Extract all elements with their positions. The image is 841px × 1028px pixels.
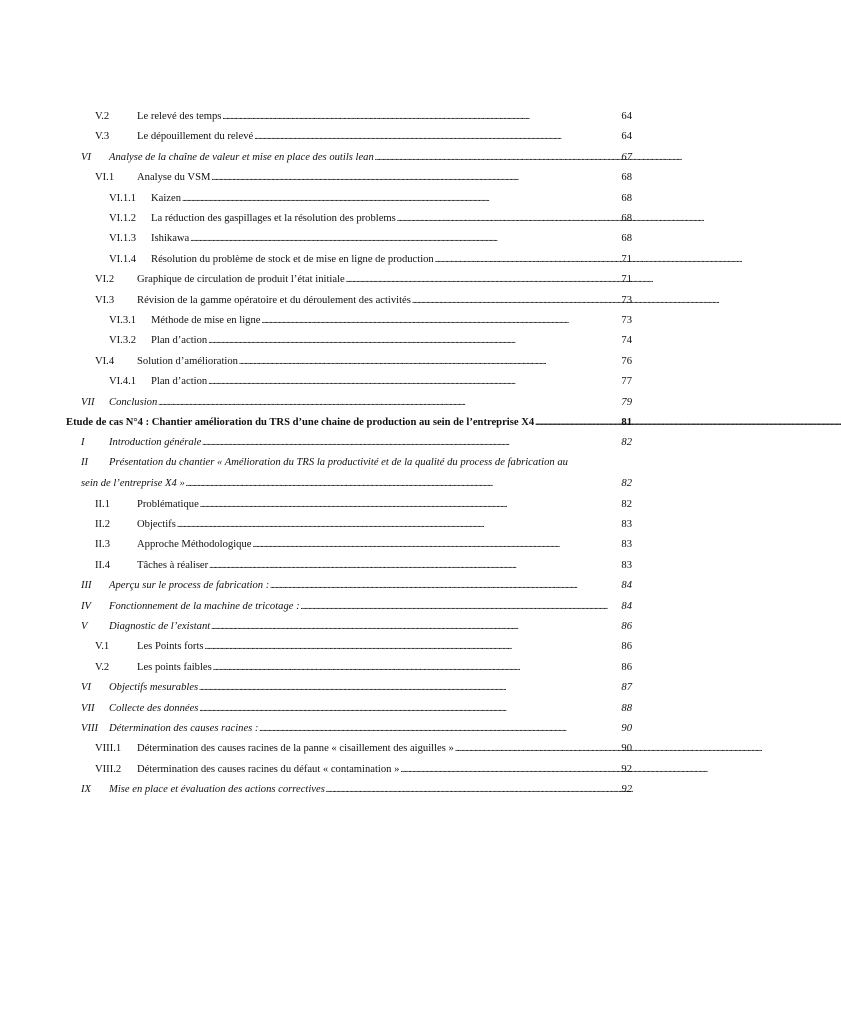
dot-leader: [397, 211, 621, 226]
toc-entry-page: 83: [621, 539, 632, 551]
dot-leader: [208, 333, 620, 348]
toc-entry-number: VIII: [81, 723, 99, 734]
toc-entry-number: II.2: [95, 519, 111, 530]
dot-leader: [211, 170, 620, 185]
toc-entry-page: 82: [621, 478, 632, 490]
dot-leader: [400, 762, 620, 777]
toc-entry-page: 82: [621, 498, 632, 510]
toc-entry-page: 81: [621, 417, 632, 428]
toc-entry[interactable]: [81, 721, 632, 736]
dot-leader: [205, 639, 621, 654]
dot-leader: [177, 517, 621, 532]
toc-entry-number: VI.4.1: [109, 376, 137, 388]
toc-entry[interactable]: [81, 701, 632, 716]
dot-leader: [435, 252, 621, 267]
toc-entry-number: III: [81, 580, 92, 592]
dot-leader: [222, 109, 620, 124]
toc-entry-number: VIII.1: [95, 743, 122, 755]
toc-entry[interactable]: [81, 578, 632, 593]
toc-entry-title: Collecte des données: [109, 702, 199, 714]
toc-entry-title: Etude de cas N°4 : Chantier amélioration du TRS d’une chaine de production au sein de l’entreprise X4: [66, 417, 535, 428]
dot-leader: [199, 680, 620, 695]
toc-entry-number: VI.1.2: [109, 213, 137, 224]
dot-leader: [182, 191, 620, 206]
toc-entry[interactable]: [95, 762, 632, 777]
toc-entry-number: V.3: [95, 131, 110, 143]
toc-entry[interactable]: [81, 150, 632, 165]
toc-entry-page: 86: [621, 641, 632, 653]
toc-entry-title: Analyse de la chaîne de valeur et mise en place des outils lean: [109, 151, 374, 163]
toc-entry-page: 86: [621, 621, 632, 632]
toc-entry-number: IV: [81, 600, 91, 612]
dot-leader: [412, 293, 621, 308]
dot-leader: [455, 741, 621, 756]
toc-entry-title: Le relevé des temps: [137, 111, 222, 122]
toc-entry[interactable]: [95, 660, 632, 675]
toc-entry[interactable]: [66, 415, 632, 430]
toc-entry-title: Plan d’action: [151, 335, 208, 347]
toc-entry[interactable]: [109, 211, 632, 226]
toc-entry[interactable]: [95, 272, 632, 287]
toc-entry-title: Mise en place et évaluation des actions correctives: [109, 784, 325, 796]
toc-entry-title: Présentation du chantier « Amélioration du TRS la productivité et de la qualité du process de fabrication au: [109, 456, 568, 468]
toc-entry-title: Résolution du problème de stock et de mise en ligne de production: [151, 253, 434, 265]
toc-entry-page: 76: [621, 355, 632, 367]
dot-leader: [186, 476, 621, 491]
toc-entry[interactable]: [95, 293, 632, 308]
dot-leader: [209, 558, 620, 573]
toc-entry-number: VI: [81, 151, 91, 163]
toc-entry[interactable]: [109, 252, 632, 267]
toc-entry-number: VII: [81, 702, 95, 714]
toc-entry-page: 68: [621, 172, 632, 184]
dot-leader: [252, 537, 620, 552]
toc-entry-page: 73: [621, 315, 632, 326]
toc-entry-title: Diagnostic de l’existant: [109, 621, 211, 632]
toc-entry-title: Méthode de mise en ligne: [151, 315, 261, 326]
toc-entry-page: 92: [621, 784, 632, 796]
toc-entry-number: V.2: [95, 661, 110, 673]
toc-entry-title: Objectifs mesurables: [109, 682, 199, 694]
toc-entry-number: VI.3: [95, 294, 115, 306]
toc-entry-title: Révision de la gamme opératoire et du déroulement des activités: [137, 294, 411, 306]
toc-entry[interactable]: [109, 333, 632, 348]
toc-entry-title: Les points faibles: [137, 661, 212, 673]
toc-entry-title: Approche Méthodologique: [137, 539, 252, 551]
toc-entry-number: II.3: [95, 539, 111, 551]
toc-entry-title: Aperçu sur le process de fabrication :: [109, 580, 270, 592]
toc-entry-title: Graphique de circulation de produit l’état initiale: [137, 274, 345, 286]
toc-entry-page: 68: [621, 192, 632, 204]
toc-entry-page: 92: [621, 763, 632, 775]
toc-entry-title: Analyse du VSM: [137, 172, 211, 184]
toc-entry-page: 86: [621, 661, 632, 673]
toc-entry-number: VI.3.1: [109, 315, 137, 326]
toc-entry-page: 67: [621, 151, 632, 163]
toc-entry-title-continued: sein de l’entreprise X4 »: [81, 478, 185, 490]
dot-leader: [200, 497, 621, 512]
toc-entry[interactable]: [95, 497, 632, 512]
toc-entry[interactable]: [81, 782, 632, 797]
toc-entry-number: IX: [81, 784, 91, 796]
toc-entry-page: 84: [621, 580, 632, 592]
toc-entry-title: Ishikawa: [151, 233, 190, 245]
toc-entry-title: Fonctionnement de la machine de tricotage :: [109, 600, 300, 612]
toc-entry[interactable]: [95, 639, 632, 654]
dot-leader: [239, 354, 620, 369]
toc-entry-page: 84: [621, 600, 632, 612]
dot-leader: [326, 782, 621, 797]
toc-entry-page: 88: [621, 702, 632, 714]
toc-entry-page: 71: [621, 274, 632, 286]
toc-entry-title: Le dépouillement du relevé: [137, 131, 254, 143]
toc-entry-title: Introduction générale: [109, 437, 202, 449]
toc-entry-title: Plan d’action: [151, 376, 208, 388]
toc-entry[interactable]: [81, 599, 632, 614]
toc-entry-number: VI.1: [95, 172, 115, 184]
toc-entry-number: V.1: [95, 641, 110, 653]
toc-entry-page: 83: [621, 519, 632, 530]
toc-entry[interactable]: [95, 741, 632, 756]
dot-leader: [213, 660, 621, 675]
toc-entry-number: VI.2: [95, 274, 115, 286]
dot-leader: [259, 721, 620, 736]
toc-entry-number: VI.1.3: [109, 233, 137, 245]
toc-entry-number: VI.4: [95, 355, 115, 367]
toc-entry-number: I: [81, 437, 85, 449]
dot-leader: [211, 619, 620, 634]
dot-leader: [270, 578, 620, 593]
toc-entry[interactable]: [95, 537, 632, 552]
dot-leader: [208, 374, 620, 389]
toc-entry-number: VI.1.4: [109, 253, 137, 265]
toc-entry[interactable]: [81, 680, 632, 695]
toc-entry-page: 68: [621, 233, 632, 245]
toc-entry[interactable]: [95, 109, 632, 124]
toc-entry-number: II.1: [95, 498, 111, 510]
toc-entry-title: Détermination des causes racines du défaut « contamination »: [137, 763, 400, 775]
dot-leader: [158, 395, 620, 410]
dot-leader: [261, 313, 620, 328]
toc-entry-title: Objectifs: [137, 519, 176, 530]
toc-entry-number: VI.1.1: [109, 192, 137, 204]
toc-entry[interactable]: [95, 129, 632, 144]
dot-leader: [190, 231, 620, 246]
toc-entry-page: 71: [621, 253, 632, 265]
toc-entry-page: 90: [621, 723, 632, 734]
toc-entry[interactable]: [95, 354, 632, 369]
dot-leader: [375, 150, 621, 165]
toc-entry[interactable]: [81, 619, 632, 634]
toc-entry-page: 87: [621, 682, 632, 694]
toc-entry-page: 90: [621, 743, 632, 755]
dot-leader: [199, 701, 620, 716]
toc-entry-title: Solution d’amélioration: [137, 355, 238, 367]
dot-leader: [346, 272, 621, 287]
toc-entry-page: 64: [621, 131, 632, 143]
toc-entry[interactable]: [109, 231, 632, 246]
toc-entry-page: 79: [621, 396, 632, 408]
dot-leader: [202, 435, 620, 450]
toc-entry-page: 64: [621, 111, 632, 122]
toc-entry[interactable]: [109, 191, 632, 206]
toc-entry-number: VI: [81, 682, 91, 694]
toc-entry[interactable]: [109, 374, 632, 389]
toc-entry-page: 82: [621, 437, 632, 449]
toc-entry-page: 74: [621, 335, 632, 347]
dot-leader: [535, 415, 620, 430]
toc-entry-page: 68: [621, 213, 632, 224]
toc-entry[interactable]: [95, 170, 632, 185]
toc-entry[interactable]: [95, 558, 632, 573]
dot-leader: [301, 599, 621, 614]
toc-entry-continuation[interactable]: [81, 476, 632, 491]
toc-entry-number: V: [81, 621, 88, 632]
toc-entry-title: Les Points forts: [137, 641, 204, 653]
dot-leader: [254, 129, 620, 144]
toc-entry-number: II: [81, 456, 89, 468]
toc-entry-page: 73: [621, 294, 632, 306]
toc-entry[interactable]: [95, 517, 632, 532]
toc-entry[interactable]: [81, 456, 632, 470]
toc-entry-number: II.4: [95, 559, 111, 571]
toc-entry-title: Problématique: [137, 498, 199, 510]
toc-entry-number: VI.3.2: [109, 335, 137, 347]
toc-entry-title: Tâches à réaliser: [137, 559, 209, 571]
toc-entry[interactable]: [81, 435, 632, 450]
toc-entry-title: Détermination des causes racines de la panne « cisaillement des aiguilles »: [137, 743, 454, 755]
toc-entry-title: Kaizen: [151, 192, 181, 204]
toc-entry-number: V.2: [95, 111, 110, 122]
toc-entry-page: 77: [621, 376, 632, 388]
toc-entry-title: Conclusion: [109, 396, 158, 408]
toc-entry-title: La réduction des gaspillages et la résolution des problems: [151, 213, 396, 224]
toc-entry-number: VIII.2: [95, 763, 122, 775]
toc-entry-page: 83: [621, 559, 632, 571]
toc-entry-number: VII: [81, 396, 95, 408]
toc-entry[interactable]: [81, 395, 632, 410]
toc-entry[interactable]: [109, 313, 632, 328]
toc-entry-title: Détermination des causes racines :: [109, 723, 259, 734]
